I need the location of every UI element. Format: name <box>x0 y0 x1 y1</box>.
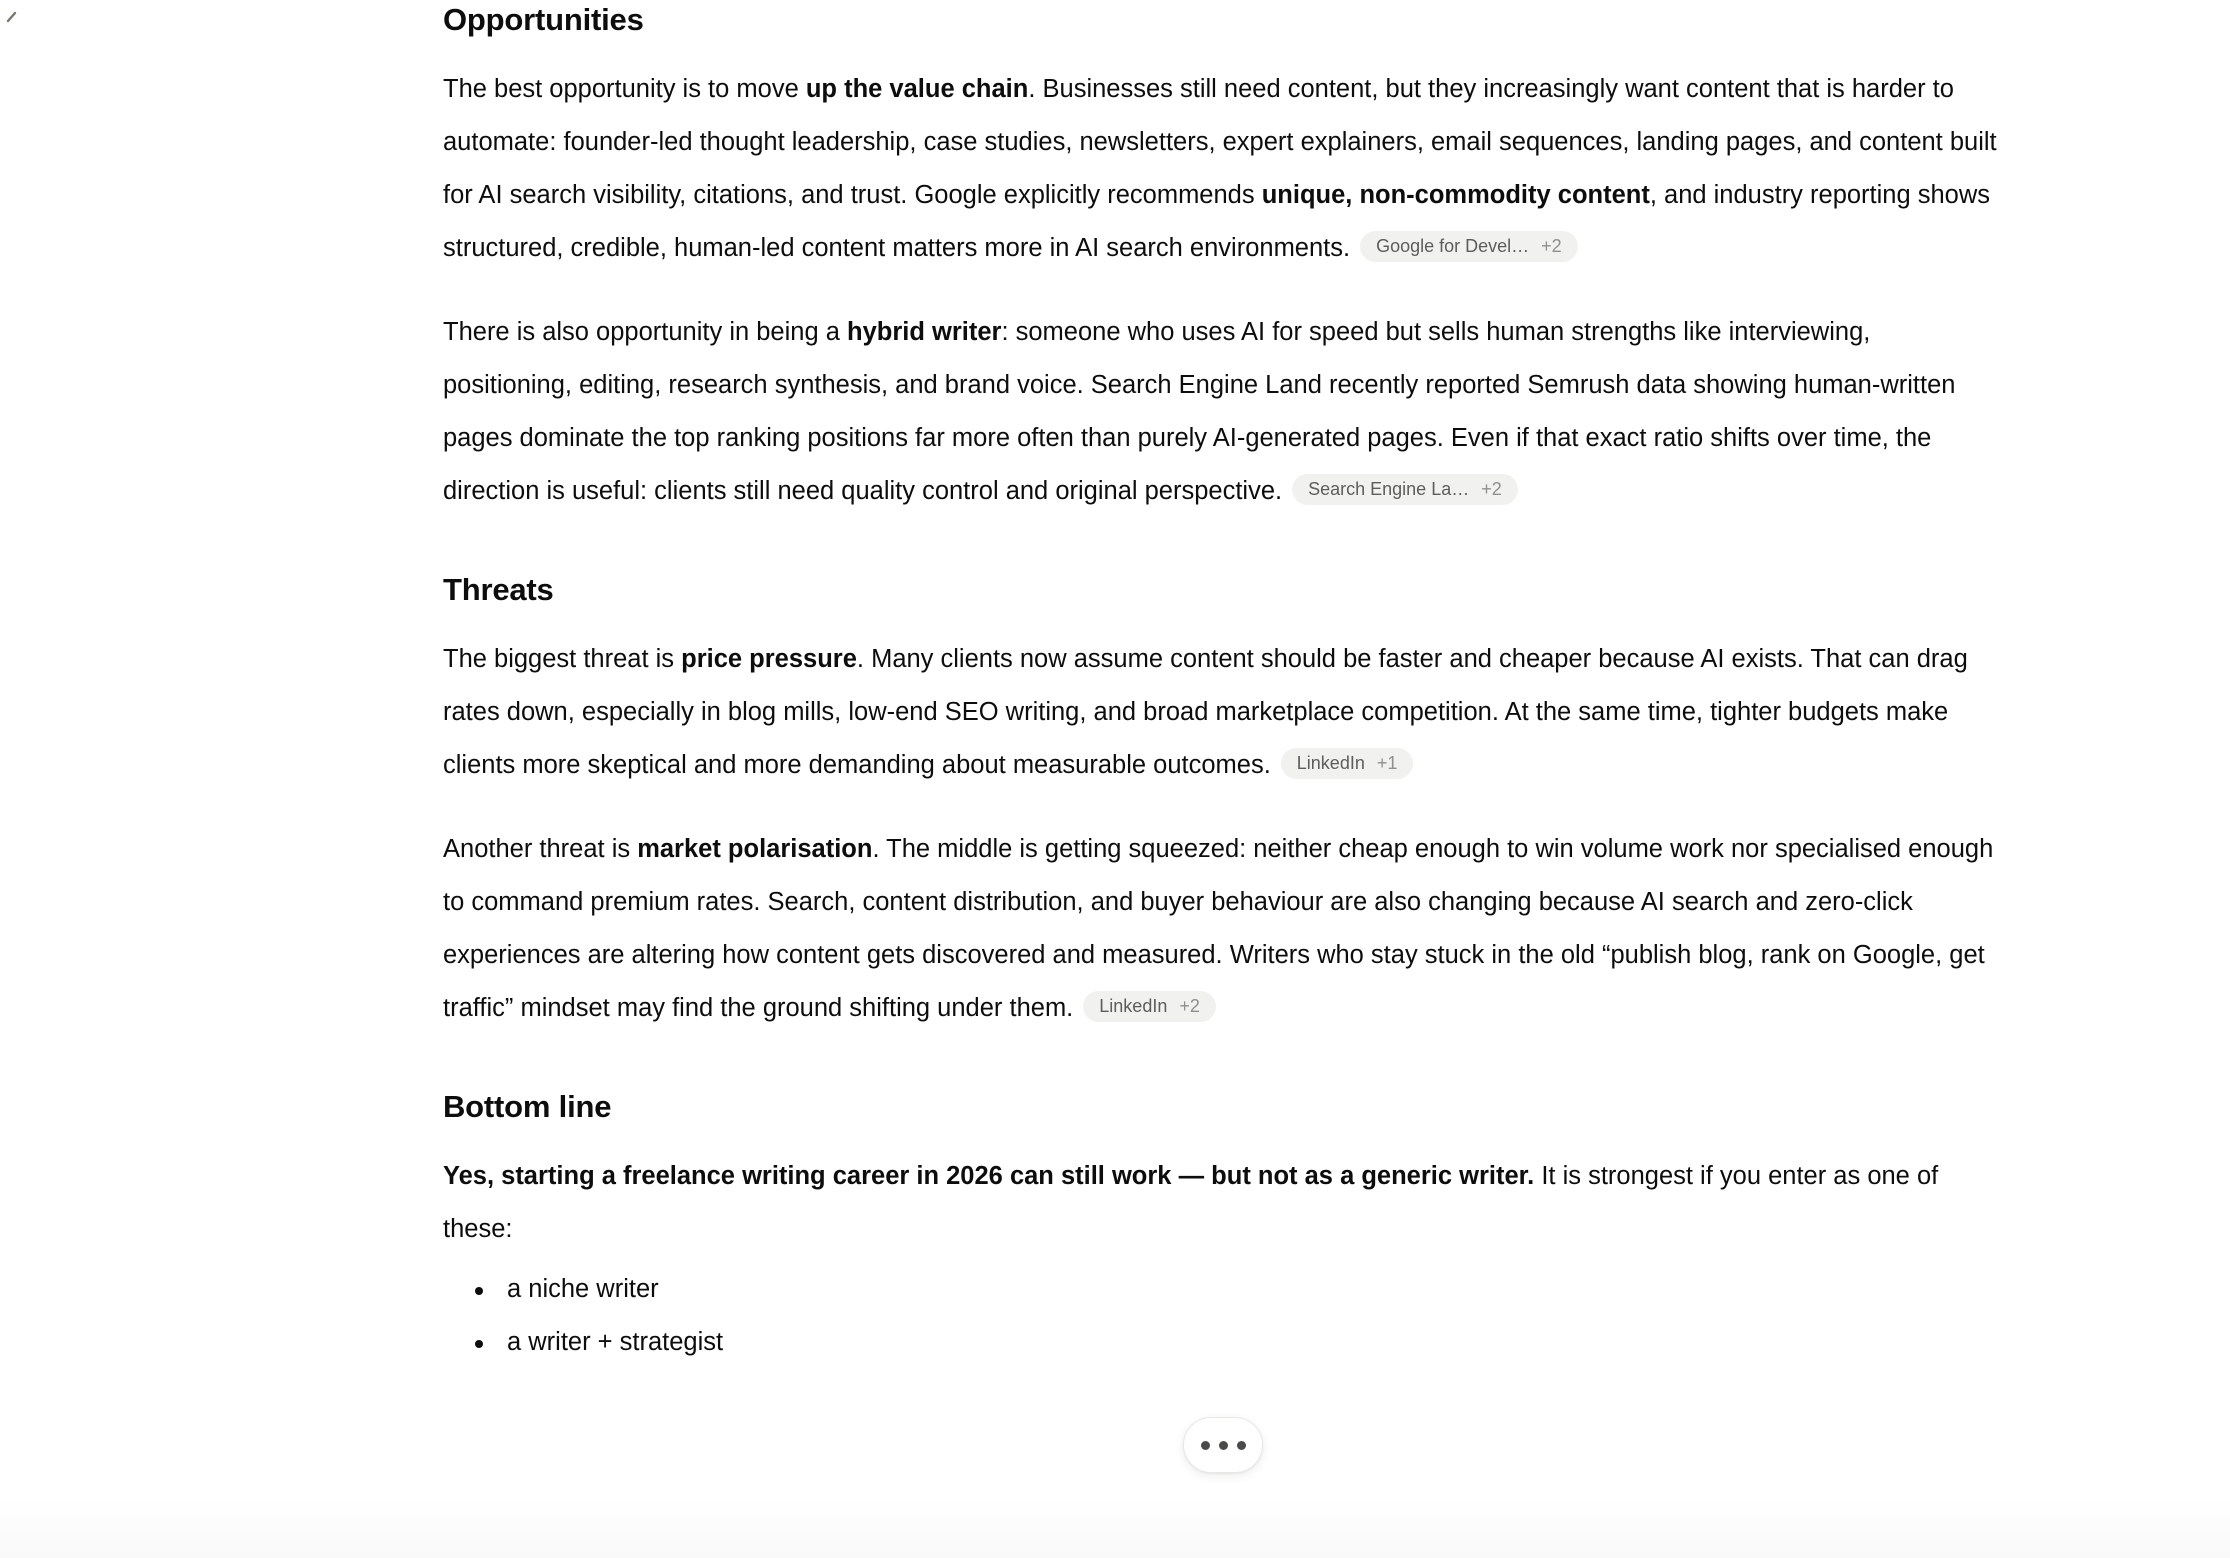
list-item: a writer + strategist <box>469 1316 2003 1369</box>
citation-more-count: +2 <box>1179 995 1200 1016</box>
emphasis-text: price pressure <box>681 644 857 673</box>
emphasis-text: Yes, starting a freelance writing career in 2026 can still work — but not as a generic writer. <box>443 1161 1535 1190</box>
heading-spacer <box>443 610 2003 633</box>
citation-badge[interactable] <box>1281 748 1414 779</box>
bullet-list <box>443 1263 2003 1369</box>
list-item: a niche writer <box>469 1263 2003 1316</box>
section-heading: Bottom line <box>443 1088 612 1124</box>
body-text: The best opportunity is to move <box>443 75 806 104</box>
paragraph <box>443 306 2003 517</box>
body-text: . The middle is getting squeezed: neither cheap enough to win volume work nor specialised enough to command premium rates. Search, content distribution, and buyer behaviour are also changing because AI search and zero-click experiences are altering how content gets discovered and measured. Writers who stay stuck in the old “publish blog, rank on Google, get traffic” mindset may find the ground shifting under them. <box>443 835 1994 1022</box>
citation-source-label: Search Engine La… <box>1308 478 1470 499</box>
emphasis-text: up the value chain <box>805 75 1029 104</box>
body-text: Another threat is <box>443 835 638 864</box>
citation-more-count: +2 <box>1481 478 1502 499</box>
ellipsis-dot-1 <box>1201 1441 1210 1450</box>
emphasis-text: hybrid writer <box>847 318 1002 347</box>
paragraph-spacer <box>443 791 2003 823</box>
body-text: . Businesses still need content, but they increasingly want content that is harder to automate: founder-led thought leadership, case studies, newsletters, expert explainers, email sequences, landing pages, and content built for AI search visibility, citations, and trust. Google explicitly recommends <box>443 75 1997 209</box>
citation-badge[interactable] <box>1083 991 1216 1022</box>
emphasis-text: market polarisation <box>637 835 873 864</box>
body-text: There is also opportunity in being a <box>443 318 847 347</box>
ellipsis-dot-2 <box>1219 1441 1228 1450</box>
body-text: It is strongest if you enter as one of these: <box>443 1161 1939 1243</box>
paragraph-spacer <box>443 274 2003 306</box>
section-heading: Opportunities <box>443 2 644 37</box>
section-spacer <box>443 1035 2003 1087</box>
ellipsis-dot-3 <box>1237 1441 1246 1450</box>
list-spacer <box>443 1255 2003 1263</box>
paragraph <box>443 63 2003 274</box>
heading-spacer <box>443 40 2003 63</box>
citation-badge[interactable] <box>1292 474 1518 505</box>
section-spacer <box>443 518 2003 570</box>
section-heading: Threats <box>443 571 554 607</box>
body-text: , and industry reporting shows structured, credible, human-led content matters more in AI search environments. <box>443 180 1991 262</box>
body-text: : someone who uses AI for speed but sells human strengths like interviewing, positioning, editing, research synthesis, and brand voice. Search Engine Land recently reported Semrush data showing human-written pages dominate the top ranking positions far more often than purely AI-generated pages. Even if that exact ratio shifts over time, the direction is useful: clients still need quality control and original perspective. <box>443 318 1956 505</box>
heading-spacer <box>443 1127 2003 1150</box>
body-text: . Many clients now assume content should be faster and cheaper because AI exists. That can drag rates down, especially in blog mills, low-end SEO writing, and broad marketplace competition. At the same time, tighter budgets make clients more skeptical and more demanding about measurable outcomes. <box>443 644 1968 779</box>
citation-more-count: +2 <box>1541 235 1562 256</box>
emphasis-text: unique, non-commodity content <box>1261 180 1650 209</box>
citation-source-label: LinkedIn <box>1099 995 1168 1016</box>
body-text: The biggest threat is <box>443 644 682 673</box>
paragraph <box>443 1150 2003 1256</box>
citation-badge[interactable] <box>1360 231 1578 262</box>
paragraph <box>443 823 2003 1034</box>
citation-source-label: LinkedIn <box>1296 752 1365 773</box>
citation-more-count: +1 <box>1376 752 1398 773</box>
document-body <box>443 0 2003 1369</box>
bottom-fade-overlay <box>0 1498 2230 1558</box>
more-options-button[interactable] <box>1183 1417 1263 1473</box>
paragraph <box>443 633 2003 791</box>
citation-source-label: Google for Devel… <box>1376 235 1530 256</box>
scroll-cursor-icon <box>6 10 22 26</box>
